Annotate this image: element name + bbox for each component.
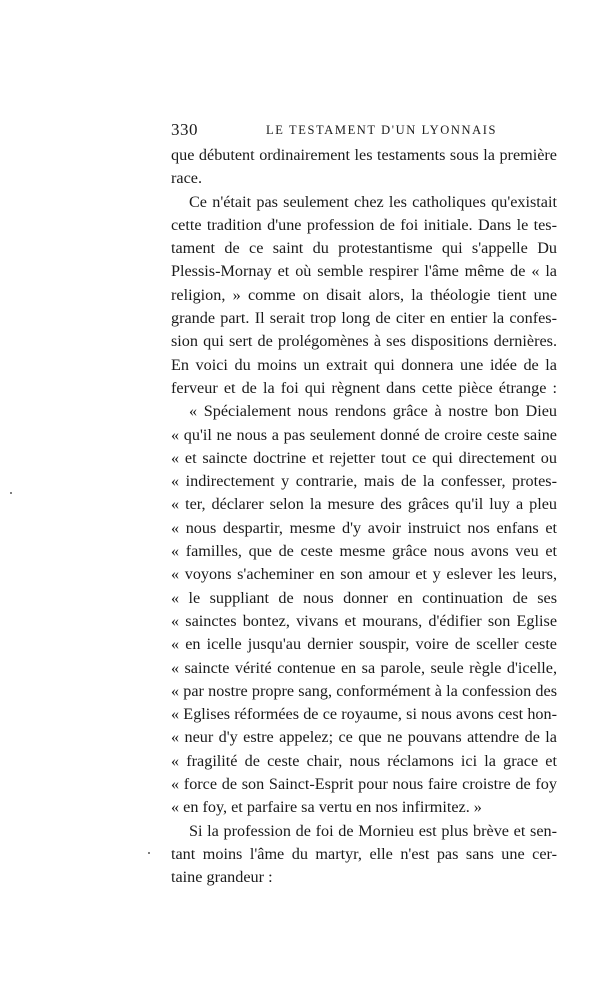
paper-speck (148, 852, 150, 854)
paper-speck (10, 492, 12, 494)
text-line: tament de ce saint du protestantisme qui s'appelle Du (171, 239, 557, 258)
page-header (171, 120, 557, 144)
quote-line: « en foy, et parfaire sa vertu en nos infirmitez. » (171, 798, 482, 817)
quote-line: « sainctes bontez, vivans et mourans, d'édifier son Eglise (171, 611, 557, 630)
quote-line: « nous despartir, mesme d'y avoir instruict nos enfans et (171, 518, 557, 537)
body-text (171, 144, 557, 890)
text-line: Si la profession de foi de Mornieu est plus brève et sen- (189, 821, 557, 840)
text-line: ferveur et de la foi qui règnent dans cette pièce étrange : (171, 378, 557, 397)
text-line: Plessis-Mornay et où semble respirer l'âme même de « la (171, 262, 557, 281)
quote-line: « Spécialement nous rendons grâce à nostre bon Dieu (189, 402, 557, 421)
quote-line: « Eglises réformées de ce royaume, si nous avons cest hon- (171, 705, 557, 724)
quote-line: « fragilité de ceste chair, nous réclamons ici la grace et (171, 751, 557, 770)
running-head: LE TESTAMENT D'UN LYONNAIS (266, 123, 498, 137)
quote-line: « force de son Sainct-Esprit pour nous faire croistre de foy (171, 775, 557, 794)
text-line: race. (171, 169, 202, 188)
quote-line: « familles, que de ceste mesme grâce nous avons veu et (171, 542, 557, 561)
text-line: Ce n'était pas seulement chez les catholiques qu'existait (189, 192, 557, 211)
text-line: grande part. Il serait trop long de citer en entier la confes- (171, 309, 557, 328)
quote-line: « en icelle jusqu'au dernier souspir, voire de sceller ceste (171, 635, 557, 654)
text-line: tant moins l'âme du martyr, elle n'est pas sans une cer- (171, 844, 557, 863)
quote-line: « saincte vérité contenue en sa parole, seule règle d'icelle, (171, 658, 557, 677)
text-line: taine grandeur : (171, 868, 273, 887)
quote-line: « le suppliant de nous donner en continuation de ses (171, 588, 557, 607)
quote-line: « par nostre propre sang, conformément à la confession des (171, 681, 557, 700)
quote-line: « neur d'y estre appelez; ce que ne pouvans attendre de la (171, 728, 557, 747)
quote-line: « voyons s'acheminer en son amour et y eslever les leurs, (171, 565, 557, 584)
text-line: sion qui sert de prolégomènes à ses dispositions dernières. (171, 332, 557, 351)
quote-line: « et saincte doctrine et rejetter tout ce qui directement ou (171, 448, 557, 467)
quote-line: « qu'il ne nous a pas seulement donné de croire ceste saine (171, 425, 557, 444)
page-number: 330 (171, 120, 198, 139)
text-line: religion, » comme on disait alors, la théologie tient une (171, 285, 557, 304)
text-line: En voici du moins un extrait qui donnera une idée de la (171, 355, 557, 374)
quote-line: « ter, déclarer selon la mesure des grâces qu'il luy a pleu (171, 495, 557, 514)
text-line: cette tradition d'une profession de foi initiale. Dans le tes- (171, 215, 557, 234)
text-line: que débutent ordinairement les testaments sous la première (171, 146, 557, 164)
quote-line: « indirectement y contrarie, mais de la confesser, protes- (171, 472, 557, 491)
